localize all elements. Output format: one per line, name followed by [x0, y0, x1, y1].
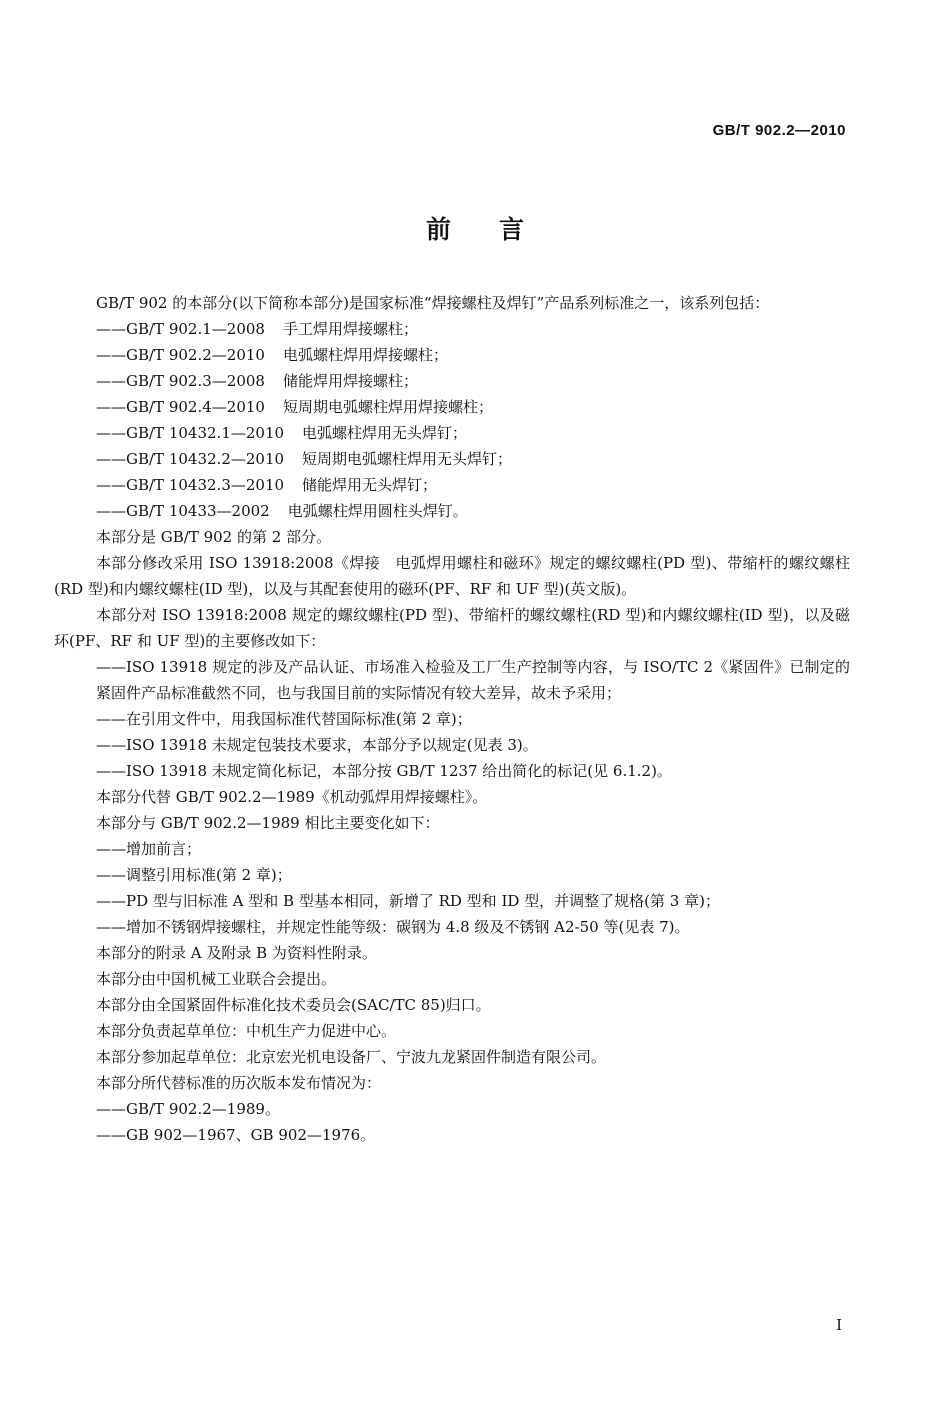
- list-item: ——GB 902—1967、GB 902—1976。: [96, 1126, 376, 1144]
- centralized-by-paragraph: 本部分由全国紧固件标准化技术委员会(SAC/TC 85)归口。: [96, 996, 491, 1014]
- modifications-intro: 本部分对 ISO 13918:2008 规定的螺纹螺柱(PD 型)、带缩杆的螺纹螺柱(RD 型)和内螺纹螺柱(ID 型)，以及磁环(PF、RF 和 UF 型)的主要修改如下：: [54, 606, 850, 650]
- history-list: [54, 1096, 850, 1148]
- list-item: [54, 420, 850, 446]
- standard-name: 短周期电弧螺柱焊用焊接螺柱；: [282, 398, 493, 416]
- list-item: ——GB/T 902.2—1989。: [96, 1100, 280, 1118]
- series-list: [54, 316, 850, 524]
- standard-code: ——GB/T 10432.2—2010: [96, 450, 285, 468]
- list-item: [54, 316, 850, 342]
- changes-intro: 本部分与 GB/T 902.2—1989 相比主要变化如下：: [96, 814, 440, 832]
- foreword-body: [54, 290, 850, 1148]
- adoption-paragraph: 本部分修改采用 ISO 13918:2008《焊接 电弧焊用螺柱和磁环》规定的螺纹螺柱(PD 型)、带缩杆的螺纹螺柱(RD 型)和内螺纹螺柱(ID 型)，以及与其配套使用的磁环(PF、RF 和 UF 型)(英文版)。: [54, 554, 850, 598]
- list-item: ——PD 型与旧标准 A 型和 B 型基本相同，新增了 RD 型和 ID 型，并调整了规格(第 3 章)；: [96, 892, 720, 910]
- history-intro: 本部分所代替标准的历次版本发布情况为：: [96, 1074, 382, 1092]
- page-title: 前言: [425, 215, 572, 244]
- list-item: ——在引用文件中，用我国标准代替国际标准(第 2 章)；: [96, 710, 472, 728]
- standard-code: ——GB/T 10432.1—2010: [96, 424, 285, 442]
- standard-code: ——GB/T 902.2—2010: [96, 346, 265, 364]
- list-item: ——ISO 13918 未规定简化标记，本部分按 GB/T 1237 给出简化的标记(见 6.1.2)。: [96, 762, 672, 780]
- standard-name: 储能焊用焊接螺柱；: [282, 372, 418, 390]
- modifications-list: [54, 654, 850, 784]
- list-item: ——ISO 13918 未规定包装技术要求，本部分予以规定(见表 3)。: [96, 736, 538, 754]
- standard-name: 储能焊用无头焊钉；: [302, 476, 438, 494]
- standard-code: ——GB/T 902.4—2010: [96, 398, 265, 416]
- standard-code: ——GB/T 902.1—2008: [96, 320, 265, 338]
- list-item: ——增加前言；: [96, 840, 202, 858]
- list-item: [54, 498, 850, 524]
- replaces-paragraph: 本部分代替 GB/T 902.2—1989《机动弧焊用焊接螺柱》。: [96, 788, 488, 806]
- changes-list: [54, 836, 850, 940]
- list-item: [54, 472, 850, 498]
- part-statement: 本部分是 GB/T 902 的第 2 部分。: [96, 528, 332, 546]
- list-item: [54, 446, 850, 472]
- annex-paragraph: 本部分的附录 A 及附录 B 为资料性附录。: [96, 944, 377, 962]
- list-item: ——增加不锈钢焊接螺柱，并规定性能等级：碳钢为 4.8 级及不锈钢 A2-50 等(见表 7)。: [96, 918, 690, 936]
- list-item: [54, 394, 850, 420]
- standard-code: ——GB/T 902.3—2008: [96, 372, 265, 390]
- list-item: ——ISO 13918 规定的涉及产品认证、市场准入检验及工厂生产控制等内容，与 ISO/TC 2《紧固件》已制定的紧固件产品标准截然不同，也与我国目前的实际情况有较大差异，故未予采用；: [96, 658, 850, 702]
- standard-name: 手工焊用焊接螺柱；: [282, 320, 418, 338]
- standard-name: 电弧螺柱焊用圆柱头焊钉。: [287, 502, 468, 520]
- standard-code: ——GB/T 10433—2002: [96, 502, 270, 520]
- standard-name: 电弧螺柱焊用焊接螺柱；: [282, 346, 448, 364]
- list-item: ——调整引用标准(第 2 章)；: [96, 866, 292, 884]
- standard-name: 电弧螺柱焊用无头焊钉；: [302, 424, 468, 442]
- drafted-by-paragraph: 本部分负责起草单位：中机生产力促进中心。: [96, 1022, 397, 1040]
- page-number: I: [836, 1316, 842, 1334]
- proposed-by-paragraph: 本部分由中国机械工业联合会提出。: [96, 970, 337, 988]
- standard-code: ——GB/T 10432.3—2010: [96, 476, 285, 494]
- intro-paragraph: GB/T 902 的本部分(以下简称本部分)是国家标准“焊接螺柱及焊钉”产品系列标准之一，该系列包括：: [96, 294, 770, 312]
- list-item: [54, 368, 850, 394]
- list-item: [54, 342, 850, 368]
- standard-name: 短周期电弧螺柱焊用无头焊钉；: [302, 450, 513, 468]
- participants-paragraph: 本部分参加起草单位：北京宏光机电设备厂、宁波九龙紧固件制造有限公司。: [96, 1048, 607, 1066]
- document-code: GB/T 902.2—2010: [712, 122, 846, 139]
